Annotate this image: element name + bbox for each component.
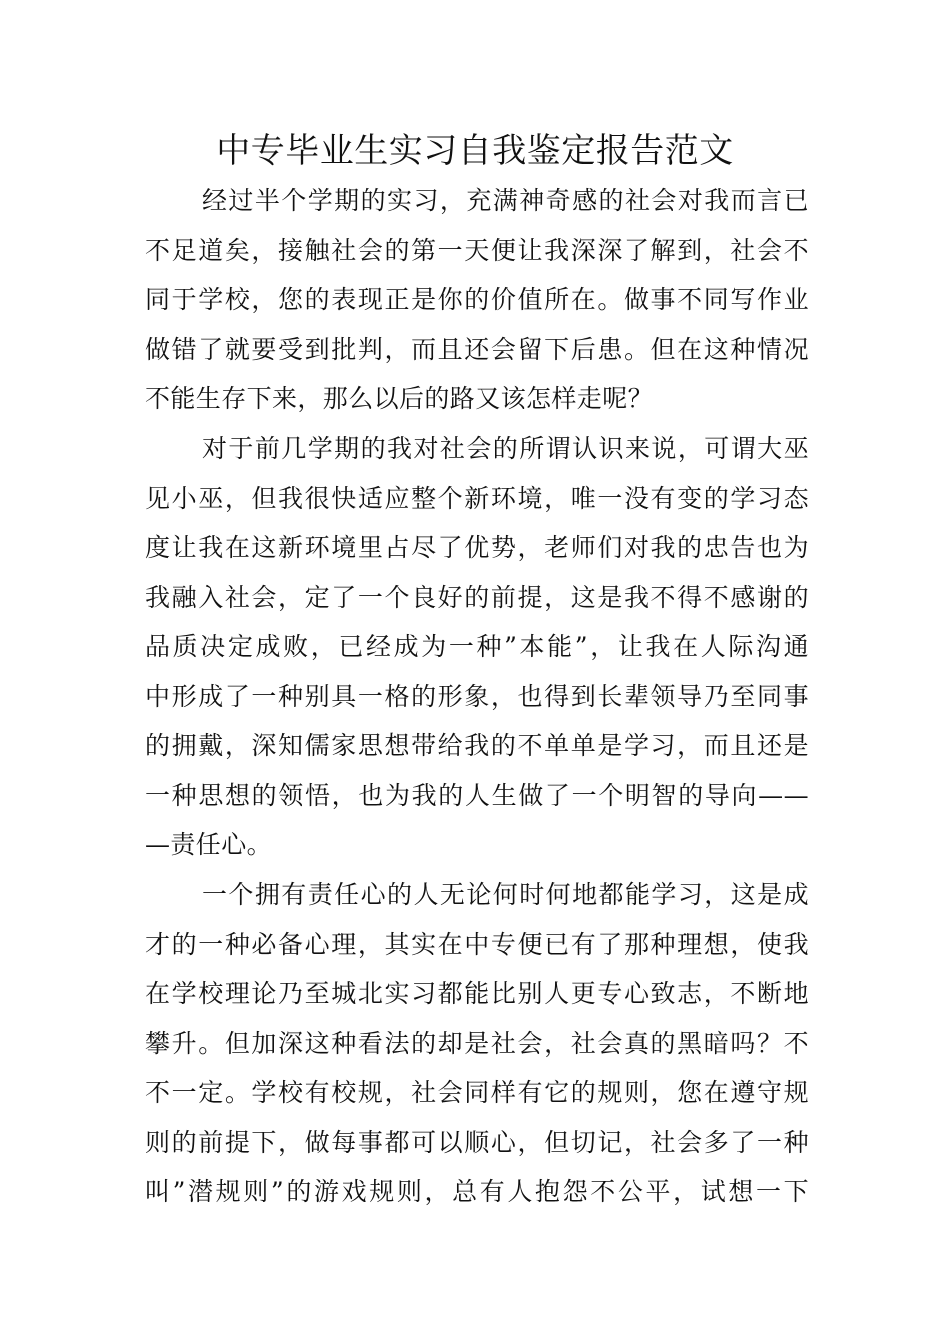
paragraph-line: 不一定。学校有校规，社会同样有它的规则，您在遵守规 — [145, 1078, 809, 1107]
paragraph-line: 对于前几学期的我对社会的所谓认识来说，可谓大巫 — [202, 434, 809, 463]
paragraph-line: 同于学校，您的表现正是你的价值所在。做事不同写作业 — [145, 285, 809, 314]
paragraph-1 — [145, 176, 809, 424]
paragraph-line: 我融入社会，定了一个良好的前提，这是我不得不感谢的 — [145, 582, 809, 612]
paragraph-line: 做错了就要受到批判，而且还会留下后患。但在这种情况 — [145, 334, 809, 364]
paragraph-line: 不足道矣，接触社会的第一天便让我深深了解到，社会不 — [145, 235, 809, 265]
paragraph-line: 才的一种必备心理，其实在中专便已有了那种理想，使我 — [145, 929, 809, 959]
paragraph-line: 品质决定成败，已经成为一种”本能”，让我在人际沟通 — [145, 632, 809, 661]
paragraph-line: 的拥戴，深知儒家思想带给我的不单单是学习，而且还是 — [145, 731, 809, 760]
paragraph-3 — [145, 870, 809, 1217]
paragraph-line: 度让我在这新环境里占尽了优势，老师们对我的忠告也为 — [145, 533, 809, 562]
paragraph-line: 在学校理论乃至城北实习都能比别人更专心致志，不断地 — [145, 979, 809, 1008]
paragraph-line: 中形成了一种别具一格的形象，也得到长辈领导乃至同事 — [145, 681, 809, 711]
paragraph-line: 攀升。但加深这种看法的却是社会，社会真的黑暗吗？不 — [145, 1028, 809, 1058]
paragraph-line: —责任心。 — [145, 830, 273, 859]
paragraph-line: 见小巫，但我很快适应整个新环境，唯一没有变的学习态 — [145, 483, 809, 513]
paragraph-line: 叫”潜规则”的游戏规则，总有人抱怨不公平，试想一下 — [145, 1177, 809, 1206]
paragraph-2 — [145, 424, 809, 870]
paragraph-line: 一种思想的领悟，也为我的人生做了一个明智的导向—— — [145, 780, 809, 810]
document-title: 中专毕业生实习自我鉴定报告范文 — [216, 131, 734, 171]
paragraph-line: 经过半个学期的实习，充满神奇感的社会对我而言已 — [202, 186, 809, 215]
paragraph-line: 一个拥有责任心的人无论何时何地都能学习，这是成 — [202, 880, 809, 909]
paragraph-line: 则的前提下，做每事都可以顺心，但切记，社会多了一种 — [145, 1127, 809, 1157]
paragraph-line: 不能生存下来，那么以后的路又该怎样走呢？ — [145, 384, 654, 413]
